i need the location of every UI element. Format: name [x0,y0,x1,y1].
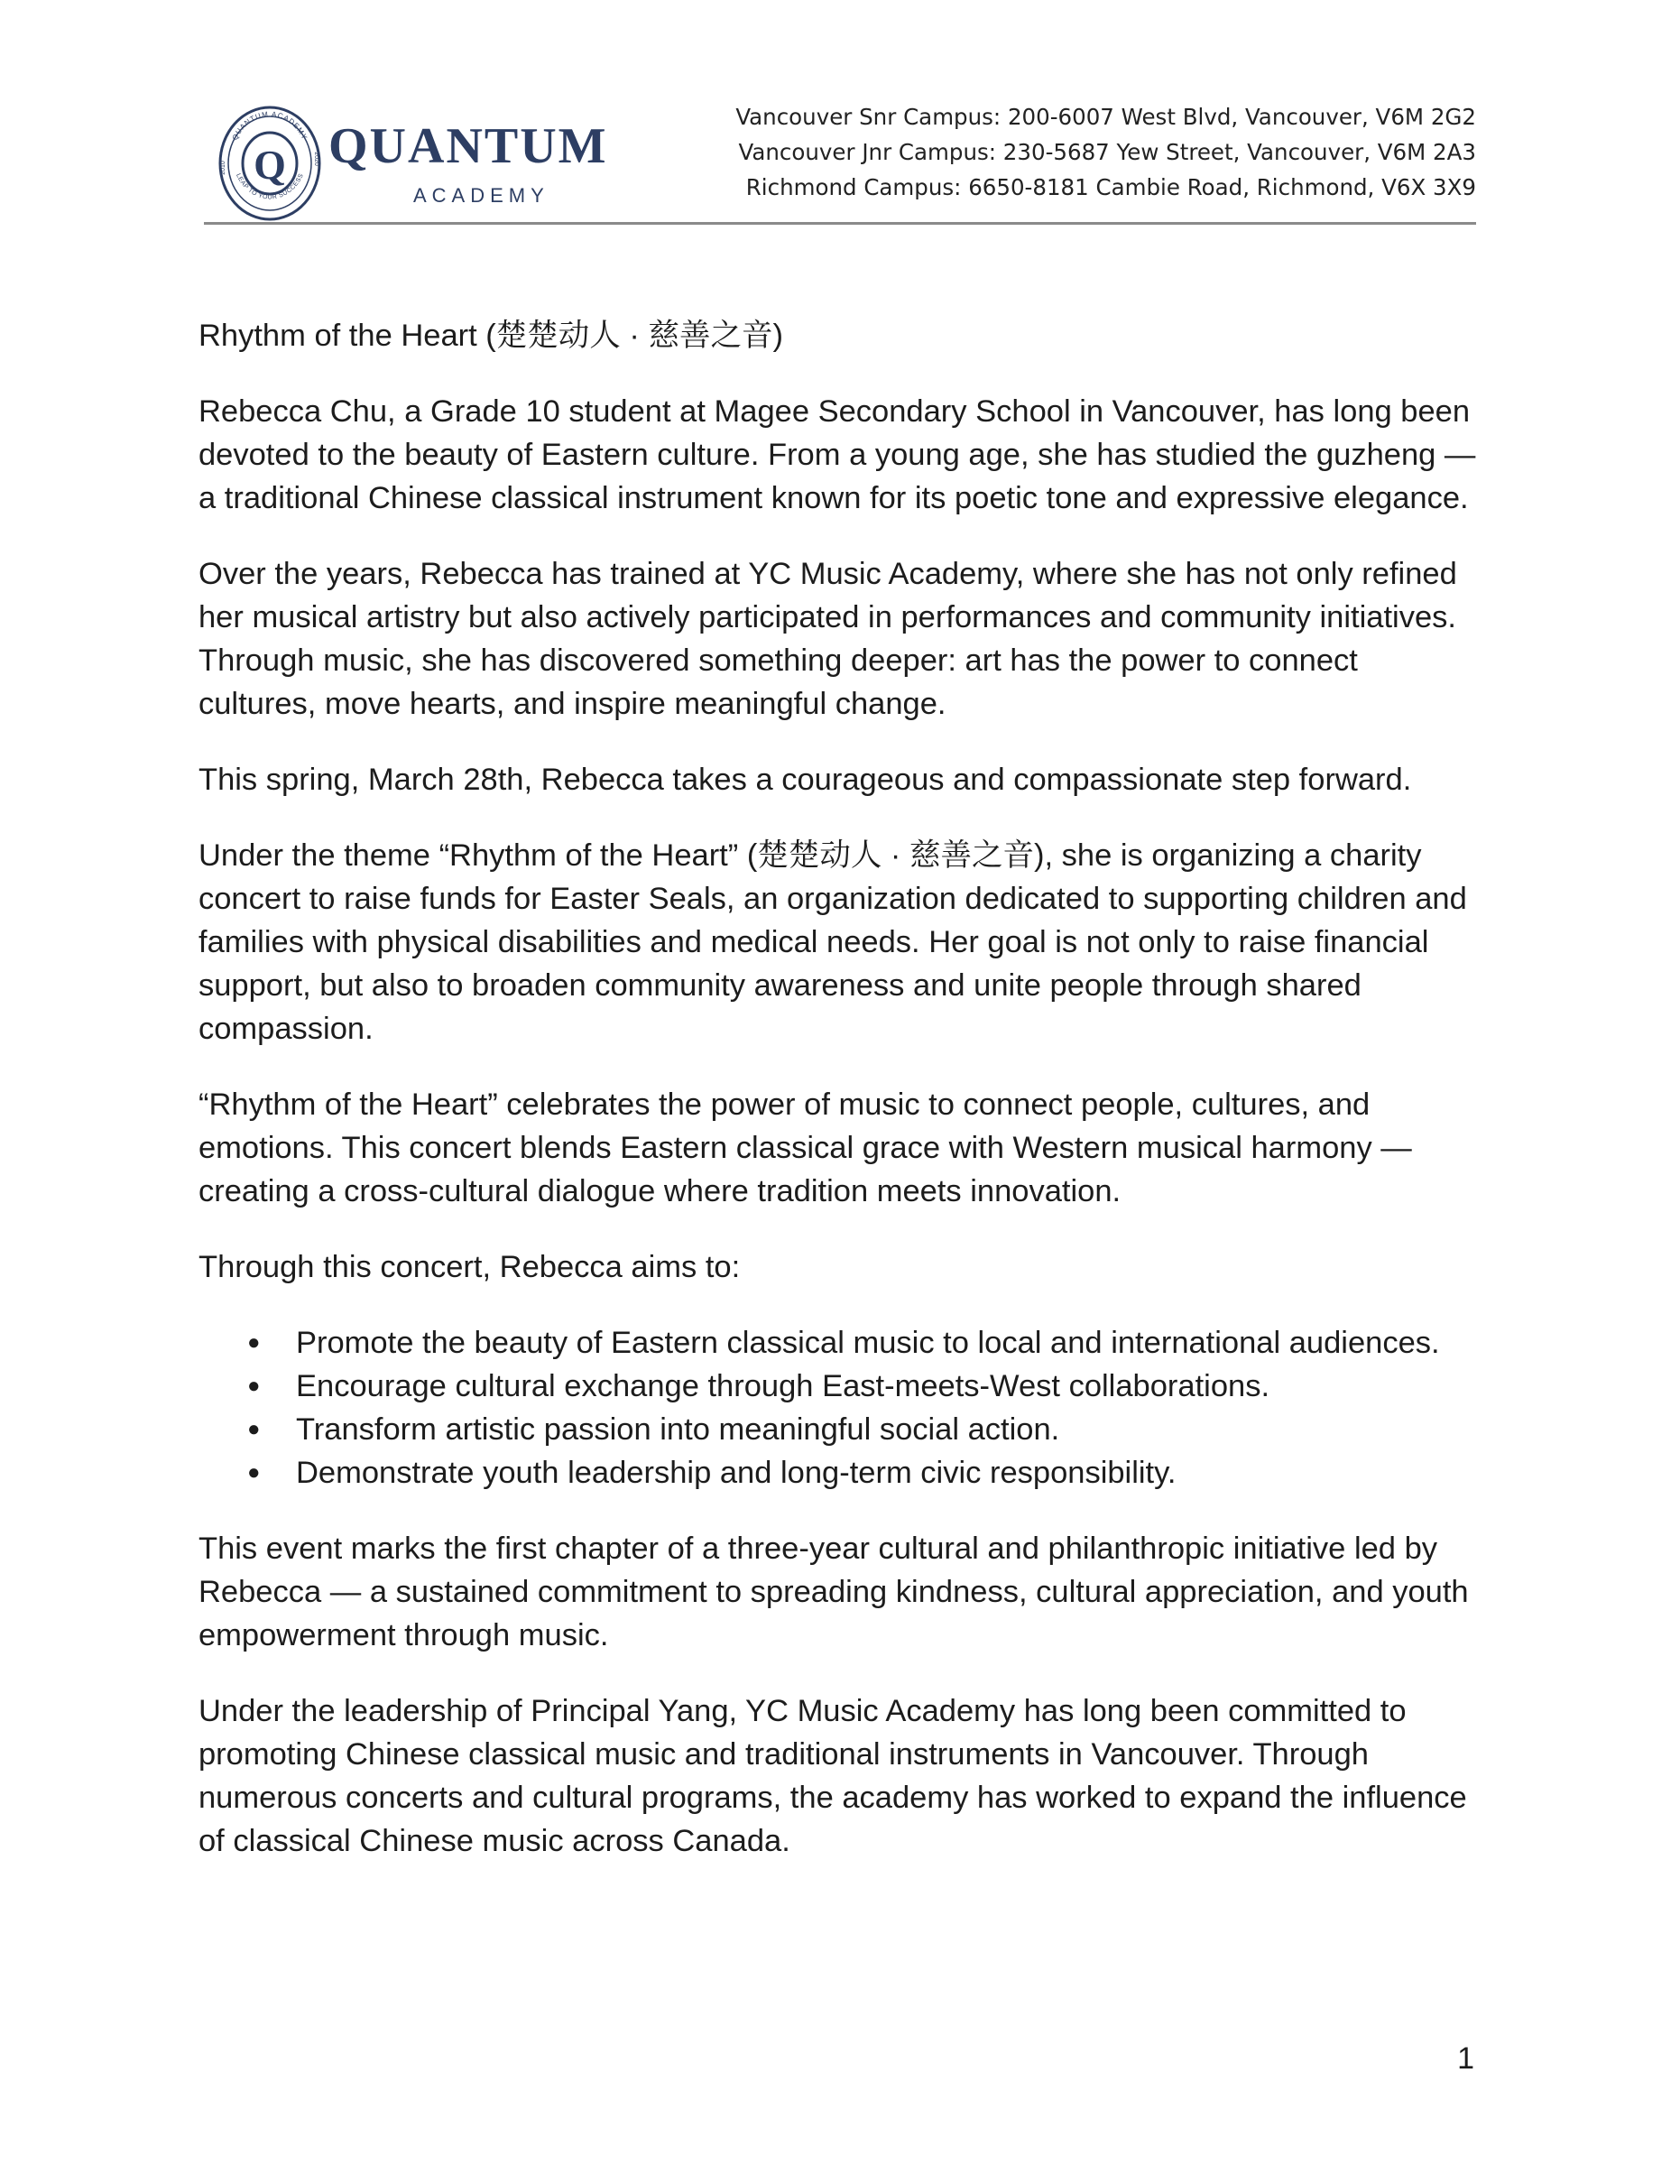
paragraph: Under the leadership of Principal Yang, YC Music Academy has long been committed to promoting Chinese classical music and traditional instruments in Vancouver. Through numerous concerts and cultural programs, the academy has worked to expand the influence of classical Chinese music across Canada. [198,1694,1467,1858]
paragraph: Through this concert, Rebecca aims to: [198,1250,741,1284]
logo-subtitle: ACADEMY [413,184,549,207]
seal-text-top: QUANTUM ACADEMY [230,109,309,142]
address-line: Vancouver Snr Campus: 200-6007 West Blvd, Vancouver, V6M 2G2 [735,104,1476,130]
list-item [198,1408,1480,1451]
seal-year-right: 2020 [313,152,319,166]
bullet-icon: ● [247,1330,261,1355]
list-item [198,1365,1480,1408]
list-item [198,1451,1480,1495]
paragraph: Under the theme “Rhythm of the Heart” (楚楚动人 · 慈善之音), she is organizing a charity concert to raise funds for Easter Seals, an organization dedicated to supporting children and families with physical disabilities and medical needs. Her goal is not only to raise financial support, but also to broaden community awareness and unite people through shared compassion. [198,838,1467,1046]
paragraph: This spring, March 28th, Rebecca takes a courageous and compassionate step forward. [198,763,1412,797]
letterhead [204,99,1476,227]
svg-text:QUANTUM ACADEMY [231,110,309,142]
address-line: Vancouver Jnr Campus: 230-5687 Yew Street, Vancouver, V6M 2A3 [738,139,1476,165]
document-title: Rhythm of the Heart (楚楚动人 · 慈善之音) [198,319,783,353]
logo-wordmark: QUANTUM [328,118,608,174]
address-line: Richmond Campus: 6650-8181 Cambie Road, Richmond, V6X 3X9 [745,174,1476,200]
logo-seal-icon [217,105,323,222]
seal-year-left: 2010 [220,161,226,175]
paragraph: Over the years, Rebecca has trained at YC Music Academy, where she has not only refined her musical artistry but also actively participated in performances and community initiatives. Through music, she has discovered something deeper: art has the power to connect cultures, move hearts, and inspire meaningful change. [198,557,1457,721]
paragraph: Rebecca Chu, a Grade 10 student at Magee Secondary School in Vancouver, has long been devoted to the beauty of Eastern culture. From a young age, she has studied the guzheng — a traditional Chinese classical instrument known for its poetic tone and expressive elegance. [198,394,1476,515]
page-number: 1 [1457,2041,1474,2076]
bullet-icon: ● [247,1460,261,1485]
seal-text-bottom: LEAP TO YOUR SUCCESS [235,172,305,201]
logo-initial: Q [254,142,286,188]
paragraph: This event marks the first chapter of a three-year cultural and philanthropic initiative led by Rebecca — a sustained commitment to spreading kindness, cultural appreciation, and youth empowerment through music. [198,1532,1469,1652]
list-item [198,1321,1480,1365]
campus-addresses [735,99,1476,205]
aims-list [198,1321,1480,1495]
header-divider [204,222,1476,225]
list-item-text: Demonstrate youth leadership and long-term civic responsibility. [296,1456,1177,1490]
bullet-icon: ● [247,1374,261,1398]
list-item-text: Transform artistic passion into meaningful social action. [296,1412,1060,1447]
document-body [198,314,1480,1895]
quantum-academy-logo [217,105,614,222]
bullet-icon: ● [247,1417,261,1441]
paragraph: “Rhythm of the Heart” celebrates the power of music to connect people, cultures, and emotions. This concert blends Eastern classical grace with Western musical harmony — creating a cross-cultural dialogue where tradition meets innovation. [198,1087,1412,1208]
list-item-text: Encourage cultural exchange through East-meets-West collaborations. [296,1369,1270,1403]
list-item-text: Promote the beauty of Eastern classical music to local and international audiences. [296,1326,1440,1360]
